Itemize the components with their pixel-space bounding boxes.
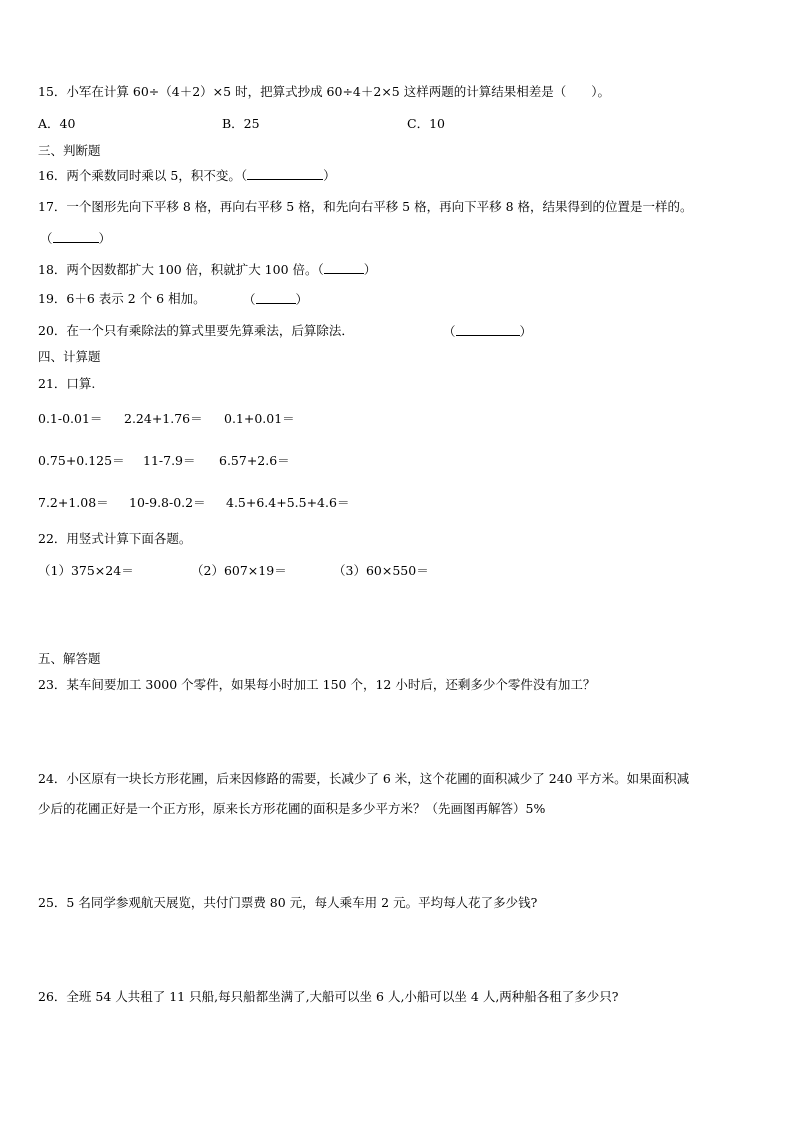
option-b[interactable]: B．25 [222,116,260,131]
answer-blank-16[interactable] [247,167,323,180]
mental-calc-3-1: 7.2+1.08＝ [38,495,109,510]
question-17 [38,199,693,215]
section-4-title: 四、计算题 [38,349,101,364]
section-3-title: 三、判断题 [38,143,101,158]
mental-calc-1-3: 0.1+0.01＝ [224,411,295,426]
question-16 [38,167,336,184]
question-19-close: ） [295,292,309,307]
mental-calc-2-1: 0.75+0.125＝ [38,453,125,468]
vertical-calc-1: （1）375×24＝ [38,563,134,578]
question-16-text: 16．两个乘数同时乘以 5，积不变。（ [38,168,248,183]
vertical-calc-2: （2）607×19＝ [191,563,287,578]
answer-blank-19[interactable] [256,291,296,304]
question-24-line-1: 24．小区原有一块长方形花圃，后来因修路的需要，长减少了 6 米，这个花圃的面积减少了 240 平方米。如果面积减 [38,771,690,786]
question-17-text: 17．一个图形先向下平移 8 格，再向右平移 5 格，和先向右平移 5 格，再向下平移 8 格，结果得到的位置是一样的。 [38,199,693,214]
question-17-answer [40,230,111,247]
mental-calc-2-3: 6.57+2.6＝ [219,453,290,468]
question-18 [38,261,376,278]
mental-calc-3-2: 10-9.8-0.2＝ [129,495,206,510]
question-19-open: （ [243,292,256,307]
question-18-text: 18．两个因数都扩大 100 倍，积就扩大 100 倍。（ [38,262,324,277]
question-24-line-2: 少后的花圃正好是一个正方形，原来长方形花圃的面积是多少平方米？（先画图再解答）5% [38,801,546,816]
question-23: 23．某车间要加工 3000 个零件，如果每小时加工 150 个，12 小时后，还剩多少个零件没有加工？ [38,677,596,692]
option-a[interactable]: A．40 [38,116,76,131]
question-18-close: ） [363,262,377,277]
section-5-title: 五、解答题 [38,651,101,666]
question-22-title: 22．用竖式计算下面各题。 [38,531,192,546]
question-19-text: 19．6＋6 表示 2 个 6 相加。 [38,291,206,306]
option-c[interactable]: C．10 [407,116,445,131]
answer-blank-18[interactable] [324,261,364,274]
mental-calc-3-3: 4.5+6.4+5.5+4.6＝ [226,495,350,510]
question-20-close: ） [519,324,533,339]
question-20 [38,323,354,339]
question-15-text: 15．小军在计算 60÷（4＋2）×5 时，把算式抄成 60÷4＋2×5 这样两题的计算结果相差是（ ）。 [38,84,610,99]
mental-calc-1-1: 0.1-0.01＝ [38,411,103,426]
question-16-close: ） [323,168,336,183]
answer-blank-20[interactable] [456,323,520,336]
question-20-open: （ [443,324,456,339]
question-20-text: 20．在一个只有乘除法的算式里要先算乘法，后算除法． [38,323,354,338]
question-15 [38,84,610,100]
question-21-title: 21．口算. [38,376,96,391]
mental-calc-2-2: 11-7.9＝ [143,453,196,468]
question-25: 25．5 名同学参观航天展览，共付门票费 80 元，每人乘车用 2 元。平均每人花了多少钱? [38,895,538,910]
question-17-close: ） [98,231,112,246]
question-19-answer [243,291,308,308]
mental-calc-1-2: 2.24+1.76＝ [124,411,203,426]
answer-blank-17[interactable] [53,230,99,243]
question-20-answer [443,323,532,340]
vertical-calc-3: （3）60×550＝ [333,563,429,578]
question-19 [38,291,206,307]
question-17-open: （ [40,231,53,246]
question-26: 26．全班 54 人共租了 11 只船,每只船都坐满了,大船可以坐 6 人,小船可以坐 4 人,两种船各租了多少只? [38,989,619,1004]
